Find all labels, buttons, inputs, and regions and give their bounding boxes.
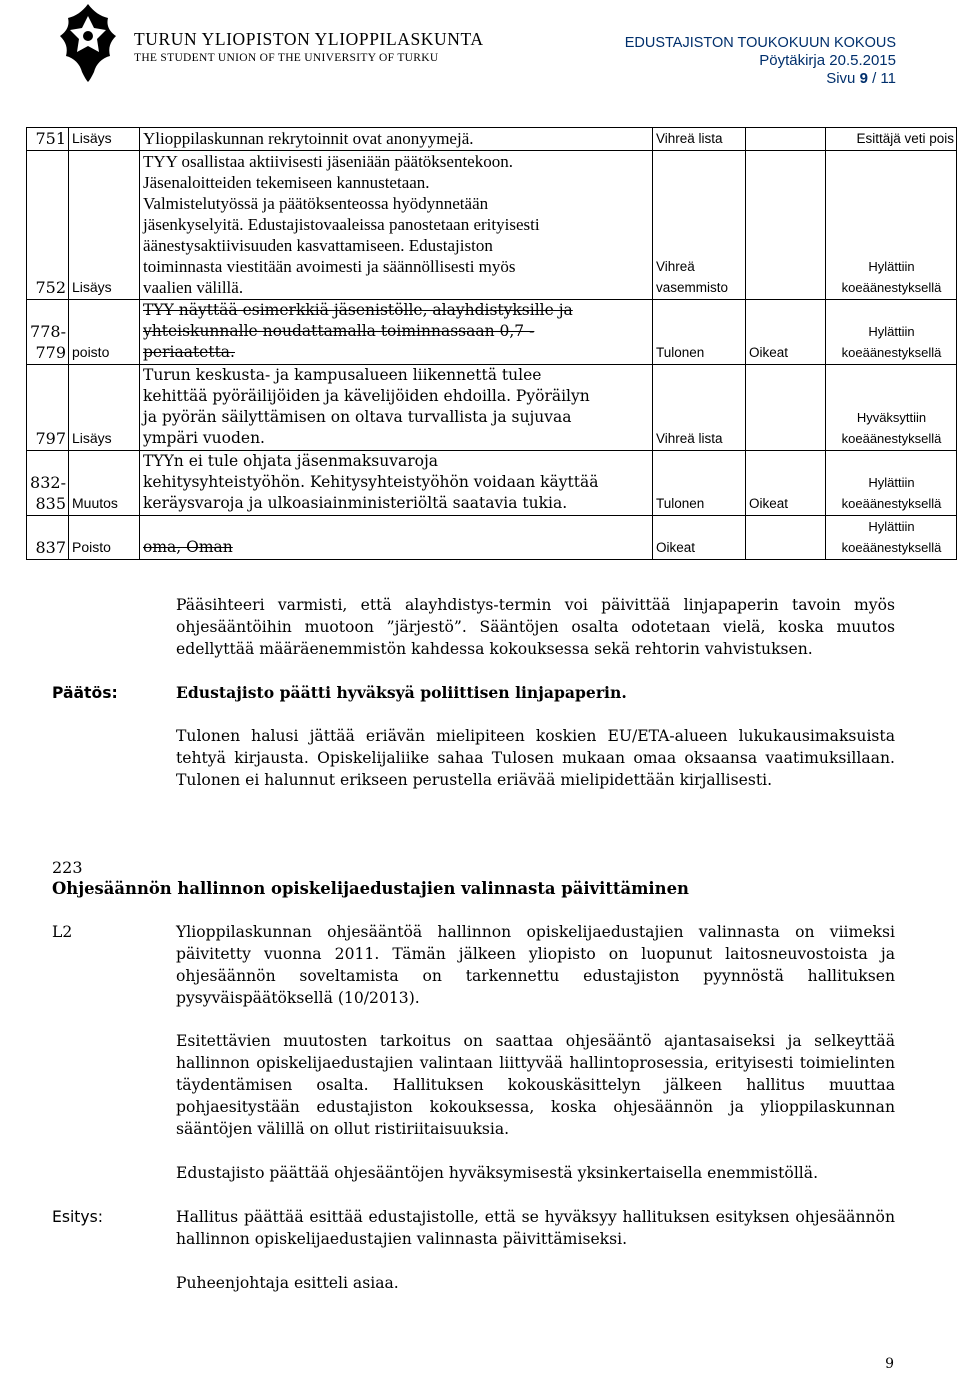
text-line: periaatetta. [143, 343, 235, 361]
table-row [27, 516, 957, 560]
proposer: Tulonen [653, 451, 746, 516]
proposer: Oikeat [653, 516, 746, 560]
table-row [27, 300, 957, 365]
text-line: vaalien välillä. [143, 278, 244, 297]
chair-text: Puheenjohtaja esitteli asiaa. [176, 1274, 399, 1292]
amendment-type: poisto [69, 300, 140, 365]
amendments-table [26, 127, 957, 560]
proposer-line: Vihreä [656, 259, 695, 274]
amendment-text [140, 365, 653, 451]
line-number [27, 300, 69, 365]
result [826, 516, 957, 560]
table-row [27, 151, 957, 300]
amendment-type: Lisäys [69, 365, 140, 451]
result [826, 365, 957, 451]
amendment-type: Muutos [69, 451, 140, 516]
result-line: koeäänestyksellä [841, 540, 942, 555]
text-line: ympäri vuoden. [143, 429, 265, 447]
document-header [625, 34, 896, 88]
line-number-part: 835 [35, 494, 66, 513]
text-line: Jäsenaloitteiden tekemiseen kannustetaan. [143, 173, 430, 192]
attachment-label: L2 [52, 923, 73, 941]
decision-text: Edustajisto päätti hyväksyä poliittisen linjapaperin. [176, 683, 627, 702]
paragraph-purpose: Esitettävien muutosten tarkoitus on saattaa ohjesääntö ajantasaiseksi ja selkeyttää hallinnon opiskelijaedustajien valintaan liittyvää hallintoprosessia, erityisesti toimielinten täydentämisen osalta. Hallituksen kokouskäsittelyn jälkeen hallitus muuttaa pohjaesitystään edustajiston kokouksessa, koska ohjesäännön ja ylioppilaskunnan sääntöjen välillä on ollut ristiriitaisuuksia. [176, 1032, 895, 1138]
text-line: Turun keskusta- ja kampusalueen liikennettä tulee [143, 366, 542, 384]
result-line: Hylättiin [868, 259, 915, 274]
university-name-en: THE STUDENT UNION OF THE UNIVERSITY OF TURKU [134, 52, 439, 64]
table-row [27, 365, 957, 451]
text-line: keräysvaroja ja ulkoasiainministeriöltä saatavia tukia. [143, 494, 568, 512]
result-line: Hylättiin [868, 475, 915, 490]
proposer: Vihreä lista [653, 365, 746, 451]
amendment-text [140, 300, 653, 365]
result-line: koeäänestyksellä [841, 280, 942, 295]
text-line: kehitysyhteistyöhön. Kehitysyhteistyöhön voidaan käyttää [143, 473, 599, 491]
line-number [27, 451, 69, 516]
text-line: toiminnasta viestitään avoimesti ja säännöllisesti myös [143, 257, 516, 276]
text-line: TYY osallistaa aktiivisesti jäseniään päätöksentekoon. [143, 152, 513, 171]
text-line: jäsenkyselyitä. Edustajistovaaleissa panostetaan erityisesti [143, 215, 540, 234]
amendment-text [140, 451, 653, 516]
student-union-logo [56, 2, 120, 84]
university-name-fi: TURUN YLIOPISTON YLIOPPILASKUNTA [134, 29, 484, 49]
paragraph-l2: Ylioppilaskunnan ohjesääntöä hallinnon opiskelijaedustajien valinnasta on viimeksi päivitetty vuonna 2011. Tämän jälkeen yliopisto on luopunut laitosneuvostoista ja ohjesäännön soveltamista on tarkennettu edustajiston pyynnöstä hallituksen pysyväispäätöksellä (10/2013). [176, 923, 895, 1007]
result-line: Hylättiin [868, 324, 915, 339]
result [826, 151, 957, 300]
section-number: 223 [52, 858, 83, 877]
proposer: Tulonen [653, 300, 746, 365]
line-number: 797 [27, 365, 69, 451]
proposer [653, 151, 746, 300]
line-number: 752 [27, 151, 69, 300]
supporter [746, 365, 826, 451]
minutes-date: Pöytäkirja 20.5.2015 [759, 52, 896, 69]
paragraph-decides: Edustajisto päättää ohjesääntöjen hyväksymisestä yksinkertaisella enemmistöllä. [176, 1164, 819, 1182]
line-number-part: 832- [30, 473, 66, 492]
amendment-type: Lisäys [69, 128, 140, 151]
page-indicator: Sivu 9 / 11 [826, 70, 896, 87]
proposer: Vihreä lista [653, 128, 746, 151]
amendment-text: oma, Oman [140, 516, 653, 560]
supporter [746, 516, 826, 560]
result [826, 300, 957, 365]
text-line: TYY näyttää esimerkkiä jäsenistölle, alayhdistyksille ja [143, 301, 573, 319]
proposal-label: Esitys: [52, 1208, 104, 1226]
amendment-text [140, 151, 653, 300]
result [826, 451, 957, 516]
text-line: kehittää pyöräilijöiden ja kävelijöiden ehdoilla. Pyöräilyn [143, 387, 590, 405]
text-line: ja pyörän säilyttämisen on oltava turvallista ja sujuvaa [143, 408, 572, 426]
result-line: Hylättiin [868, 519, 915, 534]
text-line: TYYn ei tule ohjata jäsenmaksuvaroja [143, 452, 439, 470]
university-name [134, 30, 484, 68]
table-row [27, 451, 957, 516]
table-row [27, 128, 957, 151]
supporter [746, 128, 826, 151]
supporter [746, 151, 826, 300]
page-number-footer: 9 [885, 1356, 894, 1372]
amendment-type: Lisäys [69, 151, 140, 300]
paragraph-dissent: Tulonen halusi jättää eriävän mielipiteen koskien EU/ETA-alueen lukukausimaksuista tehtyä kirjausta. Opiskelijaliike sahaa Tulosen mukaan omaa oksaansa vaatimuksillaan. Tulonen ei halunnut erikseen perustella eriävää mielipidettään kirjallisesti. [176, 727, 895, 789]
line-number: 751 [27, 128, 69, 151]
supporter: Oikeat [746, 300, 826, 365]
text-line: Valmistelutyössä ja päätöksenteossa hyödynnetään [143, 194, 489, 213]
text-line: yhteiskunnalle noudattamalla toiminnassaan 0,7 - [143, 322, 535, 340]
meeting-title: EDUSTAJISTON TOUKOKUUN KOKOUS [624, 35, 896, 51]
paragraph-secretary: Pääsihteeri varmisti, että alayhdistys-termin voi päivittää linjapaperin tavoin myös ohjesääntöihin muotoon ”järjestö”. Sääntöjen osalta odotetaan vielä, koska muutos edellyttää määräenemmistön kahdessa kokouksessa sekä rehtorin vahvistuksen. [176, 596, 895, 658]
supporter: Oikeat [746, 451, 826, 516]
result: Esittäjä veti pois [826, 128, 957, 151]
amendment-text: Ylioppilaskunnan rekrytoinnit ovat anonyymejä. [140, 128, 653, 151]
line-number-part: 779 [35, 343, 66, 362]
text-line: äänestysaktiivisuuden kasvattamiseen. Edustajiston [143, 236, 493, 255]
amendment-type: Poisto [69, 516, 140, 560]
section-title: Ohjesäännön hallinnon opiskelijaedustajien valinnasta päivittäminen [52, 879, 689, 898]
result-line: koeäänestyksellä [841, 345, 942, 360]
line-number-part: 778- [30, 322, 66, 341]
result-line: koeäänestyksellä [841, 431, 942, 446]
result-line: Hyväksyttiin [856, 410, 927, 425]
decision-label: Päätös: [52, 684, 118, 702]
result-line: koeäänestyksellä [841, 496, 942, 511]
proposer-line: vasemmisto [656, 280, 729, 295]
proposal-text: Hallitus päättää esittää edustajistolle, että se hyväksyy hallituksen esityksen ohjesäännön hallinnon opiskelijaedustajien valinnasta päivittämiseksi. [176, 1208, 895, 1248]
line-number: 837 [27, 516, 69, 560]
